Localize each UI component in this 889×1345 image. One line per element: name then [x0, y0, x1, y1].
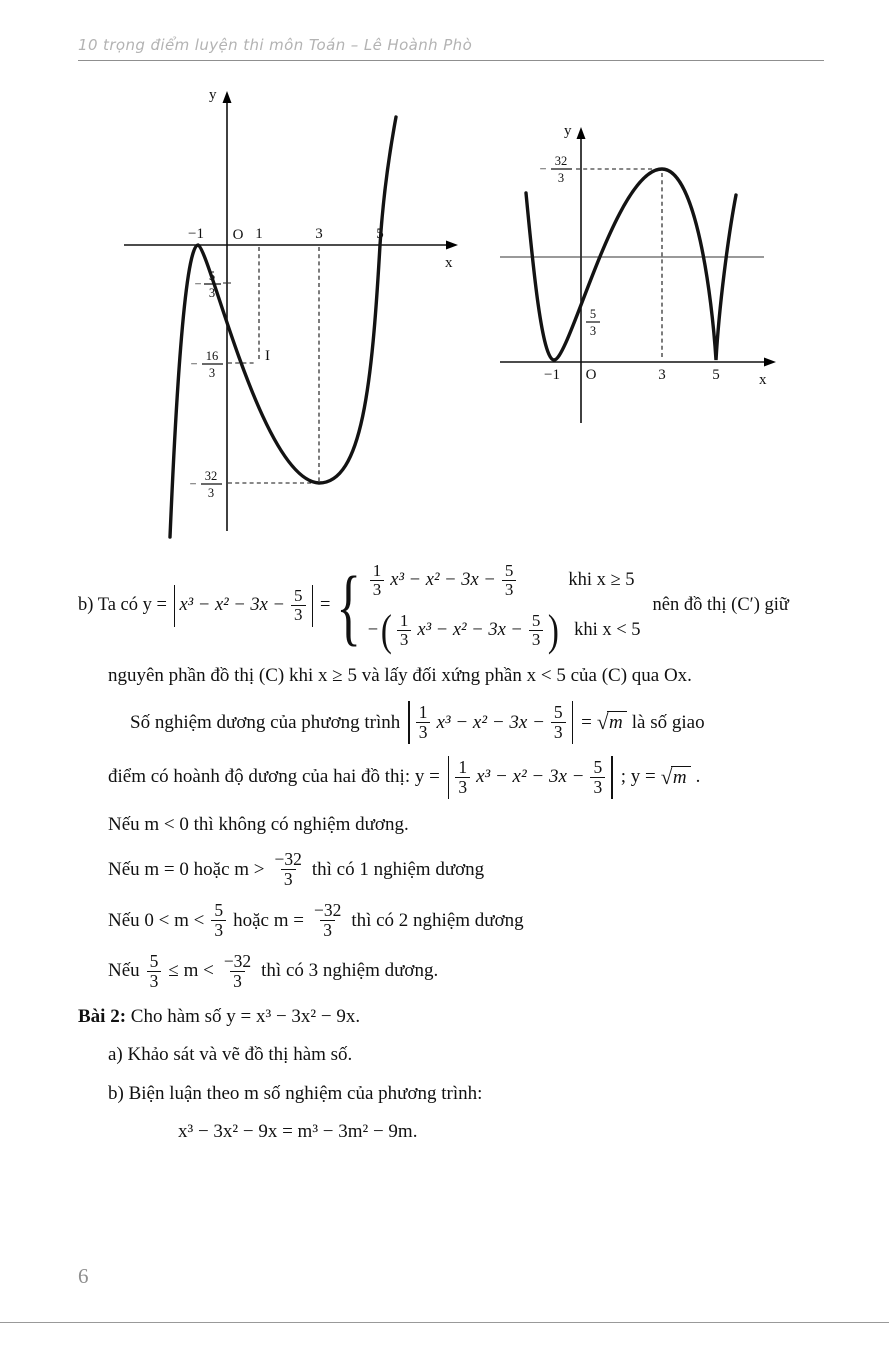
- case-m-negative: Nếu m < 0 thì không có nghiệm dương.: [108, 813, 409, 835]
- graph-absolute-value: [486, 107, 786, 437]
- footer-rule: [0, 1322, 889, 1323]
- x-axis-label: x: [759, 372, 767, 388]
- abs-expression: [171, 585, 316, 627]
- tick-label-minus1: −1: [188, 226, 204, 242]
- solution-text: [0, 540, 889, 1145]
- x-axis-label: x: [445, 255, 453, 271]
- y-axis-label: y: [564, 123, 572, 139]
- svg-text:−: −: [194, 277, 202, 291]
- y-label-minus-32-3: [189, 469, 222, 500]
- svg-text:3: 3: [208, 366, 216, 380]
- page-header: [0, 0, 889, 61]
- svg-text:3: 3: [557, 171, 565, 185]
- line3-mid: ; y =: [620, 766, 656, 788]
- tick-label-3: 3: [658, 367, 666, 383]
- case-condition-1: khi x ≥ 5: [568, 570, 635, 591]
- exercise-2-intro: Cho hàm số y = x³ − 3x² − 9x.: [130, 1005, 361, 1027]
- y-label-32-3: [539, 154, 572, 185]
- abs-bar-left: [174, 585, 176, 627]
- abs-expression: [445, 756, 616, 799]
- graphs-row: [0, 61, 889, 540]
- cubic-expr: x³ − x² − 3x −: [390, 570, 496, 591]
- tick-label-minus1: −1: [544, 367, 560, 383]
- y-axis-arrow: [223, 91, 232, 103]
- b-tail-text: nên đồ thị (C′) giữ: [652, 595, 789, 616]
- fraction-1-3: $\frac{1}{3}$: [416, 703, 431, 742]
- svg-text:32: 32: [554, 154, 568, 168]
- fraction-5-3: $\frac{5}{3}$: [147, 952, 162, 991]
- fraction-1-3: $\frac{1}{3}$: [397, 612, 412, 650]
- cubic-expr: x³ − x² − 3x −: [476, 766, 585, 788]
- absolute-curve: [526, 169, 736, 360]
- svg-text:−: −: [189, 477, 197, 491]
- line3-lead: điểm có hoành độ dương của hai đồ thị: y =: [108, 766, 440, 788]
- abs-bar-right: [312, 585, 314, 627]
- b-lead-text: b) Ta có y =: [78, 595, 167, 616]
- line2-tail: là số giao: [631, 711, 705, 733]
- tick-label-1: 1: [255, 226, 263, 242]
- cubic-expr: x³ − x² − 3x −: [179, 595, 286, 616]
- solution-line-b: b) Ta có y = x³ − x² − 3x − $\frac{5}{3}$ = { $\frac{1}{3}$ x³ − x² − 3x − $\frac{5}{3}$ khi x ≥ 5 − ( $\frac{1}{3}$ x³ − x² − 3x − $\frac{5}{3}$ ) khi x < 5 nên đồ thị (C′) giữ: [78, 557, 789, 655]
- svg-text:32: 32: [204, 469, 218, 483]
- fraction-5-3: $\frac{5}{3}$: [502, 562, 517, 600]
- running-header-text: 10 trọng điểm luyện thi môn Toán – Lê Hoành Phò: [78, 36, 473, 54]
- cases-block: [367, 561, 641, 655]
- svg-text:−: −: [190, 357, 198, 371]
- sqrt-m: √ m: [661, 766, 691, 789]
- case-one-root: Nếu m = 0 hoặc m > $\frac{-32}{3}$ thì có 1 nghiệm dương: [108, 849, 485, 890]
- y-axis-arrow: [577, 127, 586, 139]
- case-two-roots: Nếu 0 < m < $\frac{5}{3}$ hoặc m = $\frac{-32}{3}$ thì có 2 nghiệm dương: [108, 900, 524, 940]
- fraction-minus32-3: $\frac{-32}{3}$: [313, 900, 342, 940]
- tick-label-5: 5: [712, 367, 720, 383]
- x-axis-arrow: [446, 241, 458, 250]
- case-row-2: − ( $\frac{1}{3}$ x³ − x² − 3x − $\frac{5}{3}$ ) khi x < 5: [367, 605, 641, 655]
- fraction-5-3: $\frac{5}{3}$: [211, 901, 226, 940]
- page-number: 6: [78, 1264, 89, 1288]
- fraction-1-3: $\frac{1}{3}$: [370, 562, 385, 600]
- svg-text:3: 3: [589, 324, 597, 338]
- fraction-1-3: $\frac{1}{3}$: [455, 758, 470, 797]
- svg-text:3: 3: [207, 486, 215, 500]
- fraction-5-3: $\frac{5}{3}$: [529, 612, 544, 650]
- svg-text:5: 5: [208, 269, 216, 283]
- fraction-minus32-3: $\frac{-32}{3}$: [223, 950, 252, 991]
- radical-sign: √: [660, 764, 673, 789]
- y-axis-label: y: [209, 87, 217, 103]
- solution-line-count: [130, 701, 854, 744]
- exercise-2-equation: x³ − 3x² − 9x = m³ − 3m² − 9m.: [178, 1121, 418, 1143]
- svg-text:3: 3: [208, 286, 216, 300]
- tick-label-3: 3: [315, 226, 323, 242]
- case-condition-2: khi x < 5: [574, 620, 641, 641]
- x-axis-arrow: [764, 358, 776, 367]
- svg-text:5: 5: [589, 307, 597, 321]
- fraction-5-3: $\frac{5}{3}$: [291, 587, 306, 625]
- case-row-1: [368, 562, 641, 600]
- y-label-5-3: [586, 307, 600, 338]
- radical-sign: √: [596, 710, 609, 735]
- paragraph-symmetry: nguyên phần đồ thị (C) khi x ≥ 5 và lấy đối xứng phần x < 5 của (C) qua Ox.: [108, 664, 692, 686]
- solution-line-intersection: [108, 756, 854, 799]
- y-label-minus-16-3: [190, 349, 223, 380]
- line2-lead: Số nghiệm dương của phương trình: [130, 711, 401, 733]
- exercise-2-label: Bài 2:: [78, 1005, 127, 1027]
- origin-label: O: [232, 227, 244, 243]
- exercise-2-heading: [78, 1004, 854, 1030]
- tick-label-5: 5: [376, 226, 384, 242]
- svg-text:16: 16: [205, 349, 219, 363]
- equals-sign: =: [581, 711, 592, 733]
- inflection-point-label: I: [265, 348, 270, 364]
- fraction-minus32-3: $\frac{-32}{3}$: [274, 849, 302, 890]
- line3-end: .: [695, 766, 701, 788]
- abs-expression: [405, 701, 576, 744]
- fraction-5-3: $\frac{5}{3}$: [590, 758, 605, 797]
- graph-cubic-function: [112, 75, 472, 540]
- equals-sign: =: [320, 595, 331, 616]
- case-three-roots: Nếu $\frac{5}{3}$ ≤ m < $\frac{-32}{3}$ thì có 3 nghiệm dương.: [108, 950, 439, 991]
- cubic-expr: x³ − x² − 3x −: [436, 711, 545, 733]
- cubic-expr: x³ − x² − 3x −: [417, 620, 523, 641]
- sqrt-m: √ m: [597, 711, 627, 734]
- origin-label: O: [585, 367, 597, 383]
- exercise-2-item-b: b) Biện luận theo m số nghiệm của phương trình:: [108, 1082, 483, 1104]
- exercise-2-item-a: a) Khảo sát và vẽ đồ thị hàm số.: [108, 1044, 353, 1066]
- svg-text:−: −: [539, 162, 547, 176]
- fraction-5-3: $\frac{5}{3}$: [551, 703, 566, 742]
- minus-sign: −: [367, 620, 379, 641]
